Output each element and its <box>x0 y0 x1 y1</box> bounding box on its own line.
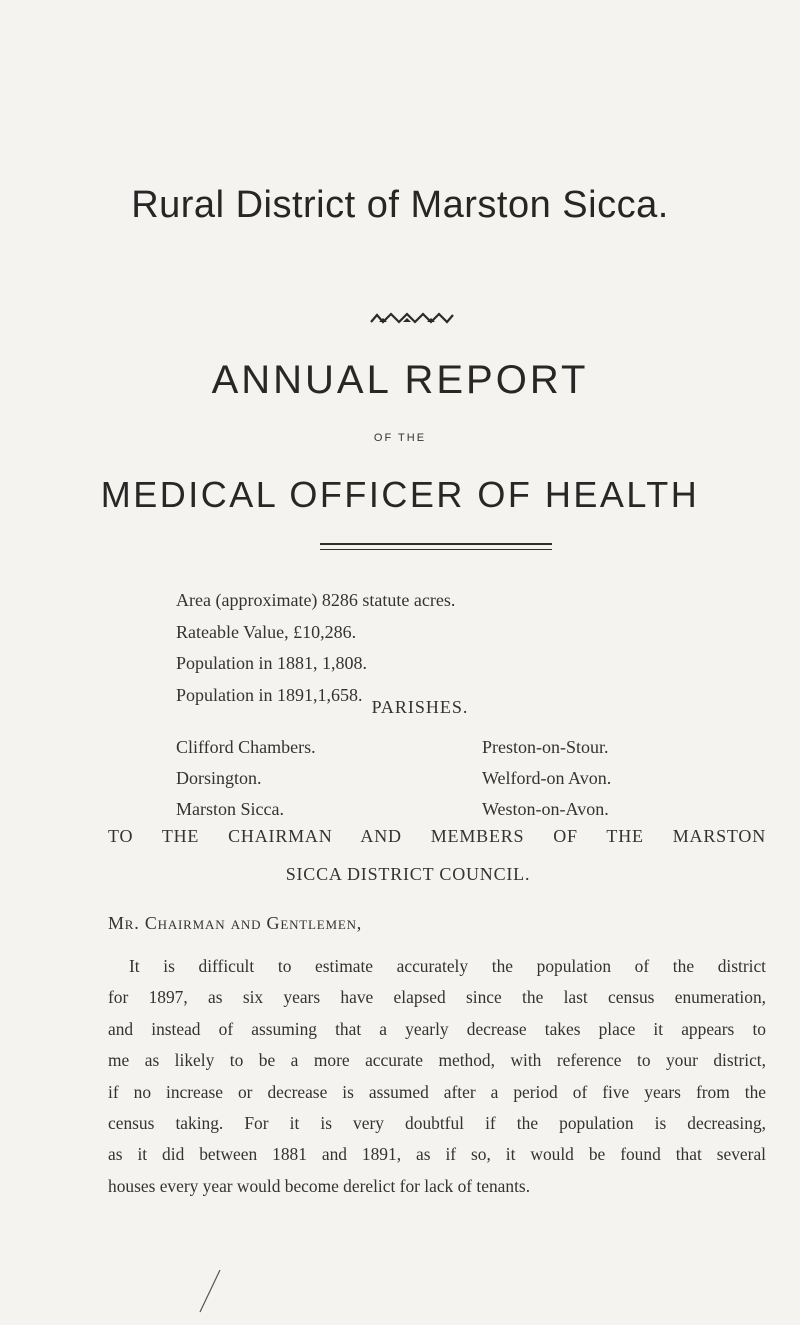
parish-item: Welford-on Avon. <box>482 768 612 788</box>
pencil-stroke-mark <box>196 1268 224 1314</box>
paragraph-line: It is difficult to estimate accurately the population of the district <box>129 956 766 976</box>
double-rule-bottom <box>320 549 552 550</box>
paragraph-line: census taking. For it is very doubtful if the population is decreasing, <box>108 1113 766 1134</box>
district-statistics <box>176 585 455 711</box>
address-line-2: SICCA DISTRICT COUNCIL. <box>285 864 531 884</box>
body-paragraph <box>108 951 766 1202</box>
parishes-heading: PARISHES. <box>371 697 469 717</box>
double-rule-top <box>320 543 552 545</box>
of-the-label: OF THE <box>373 432 427 444</box>
paragraph-line: houses every year would become derelict for lack of tenants. <box>108 1175 531 1196</box>
salutation: Mr. Chairman and Gentlemen, <box>108 913 363 933</box>
address-line-1: TO THE CHAIRMAN AND MEMBERS OF THE MARSTON <box>108 826 766 846</box>
district-title: Rural District of Marston Sicca. <box>131 184 669 226</box>
paragraph-line: me as likely to be a more accurate method, with reference to your district, <box>108 1050 766 1071</box>
paragraph-line: as it did between 1881 and 1891, as if so, it would be found that several <box>108 1144 766 1165</box>
parish-item: Dorsington. <box>176 768 262 788</box>
paragraph-line: for 1897, as six years have elapsed since the last census enumeration, <box>108 987 766 1008</box>
parishes-right-column <box>482 732 611 825</box>
area-stat: Area (approximate) 8286 statute acres. <box>176 590 456 610</box>
parishes-left-column <box>176 732 316 825</box>
report-title: ANNUAL REPORT <box>211 358 589 402</box>
officer-title: MEDICAL OFFICER OF HEALTH <box>100 474 700 515</box>
parish-item: Marston Sicca. <box>176 799 284 819</box>
population-1891-stat: Population in 1891,1,658. <box>176 684 363 705</box>
parish-item: Weston-on-Avon. <box>482 799 609 819</box>
rateable-value-stat: Rateable Value, £10,286. <box>176 621 357 642</box>
paragraph-line: if no increase or decrease is assumed after a period of five years from the <box>108 1081 766 1102</box>
population-1881-stat: Population in 1881, 1,808. <box>176 653 368 673</box>
paragraph-line: and instead of assuming that a yearly decrease takes place it appears to <box>108 1018 766 1039</box>
parish-item: Clifford Chambers. <box>176 737 316 757</box>
parish-item: Preston-on-Stour. <box>482 737 609 757</box>
ornament-divider <box>369 310 455 326</box>
